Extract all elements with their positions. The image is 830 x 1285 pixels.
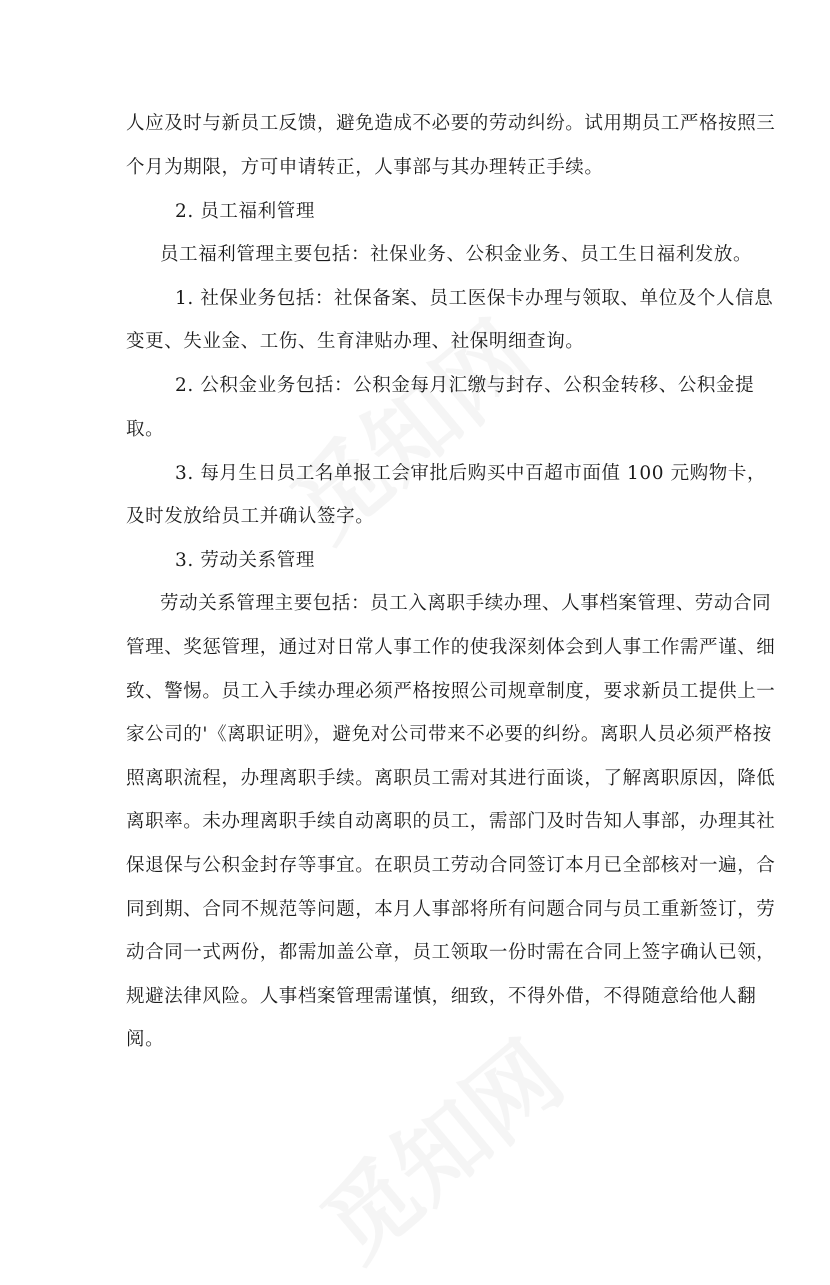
paragraph-line: 家公司的'《离职证明》，避免对公司带来不必要的纠纷。离职人员必须严格按: [126, 724, 772, 745]
paragraph-line: 保退保与公积金封存等事宜。在职员工劳动合同签订本月已全部核对一遍，合: [126, 855, 776, 876]
paragraph-line: 动合同一式两份，都需加盖公章，员工领取一份时需在合同上签字确认已领，: [126, 942, 776, 963]
paragraph-line: 离职率。未办理离职手续自动离职的员工，需部门及时告知人事部，办理其社: [126, 811, 776, 832]
paragraph-line: 个月为期限，方可申请转正，人事部与其办理转正手续。: [126, 157, 604, 178]
list-item: 2. 公积金业务包括：公积金每月汇缴与封存、公积金转移、公积金提: [175, 375, 755, 396]
paragraph-line: 劳动关系管理主要包括：员工入离职手续办理、人事档案管理、劳动合同: [160, 593, 772, 614]
paragraph-line: 员工福利管理主要包括：社保业务、公积金业务、员工生日福利发放。: [160, 244, 753, 265]
section-heading: 3. 劳动关系管理: [175, 550, 315, 571]
paragraph-line: 管理、奖惩管理，通过对日常人事工作的使我深刻体会到人事工作需严谨、细: [126, 637, 776, 658]
paragraph-line: 及时发放给员工并确认签字。: [126, 506, 375, 527]
section-heading: 2. 员工福利管理: [175, 201, 315, 222]
paragraph-line: 人应及时与新员工反馈，避免造成不必要的劳动纠纷。试用期员工严格按照三: [126, 113, 776, 134]
watermark: [290, 1007, 586, 1285]
paragraph-line: 规避法律风险。人事档案管理需谨慎，细致，不得外借，不得随意给他人翻: [126, 986, 757, 1007]
list-item: 3. 每月生日员工名单报工会审批后购买中百超市面值 100 元购物卡，: [175, 463, 767, 484]
paragraph-line: 同到期、合同不规范等问题，本月人事部将所有问题合同与员工重新签订，劳: [126, 899, 776, 920]
paragraph-line: 致、警惕。员工入手续办理必须严格按照公司规章制度，要求新员工提供上一: [126, 681, 776, 702]
paragraph-line: 取。: [126, 419, 165, 440]
paragraph-line: 变更、失业金、工伤、生育津贴办理、社保明细查询。: [126, 331, 585, 352]
paragraph-line: 照离职流程，办理离职手续。离职员工需对其进行面谈，了解离职原因，降低: [126, 768, 776, 789]
paragraph-line: 阅。: [126, 1029, 165, 1050]
list-item: 1. 社保业务包括：社保备案、员工医保卡办理与领取、单位及个人信息: [175, 288, 774, 309]
